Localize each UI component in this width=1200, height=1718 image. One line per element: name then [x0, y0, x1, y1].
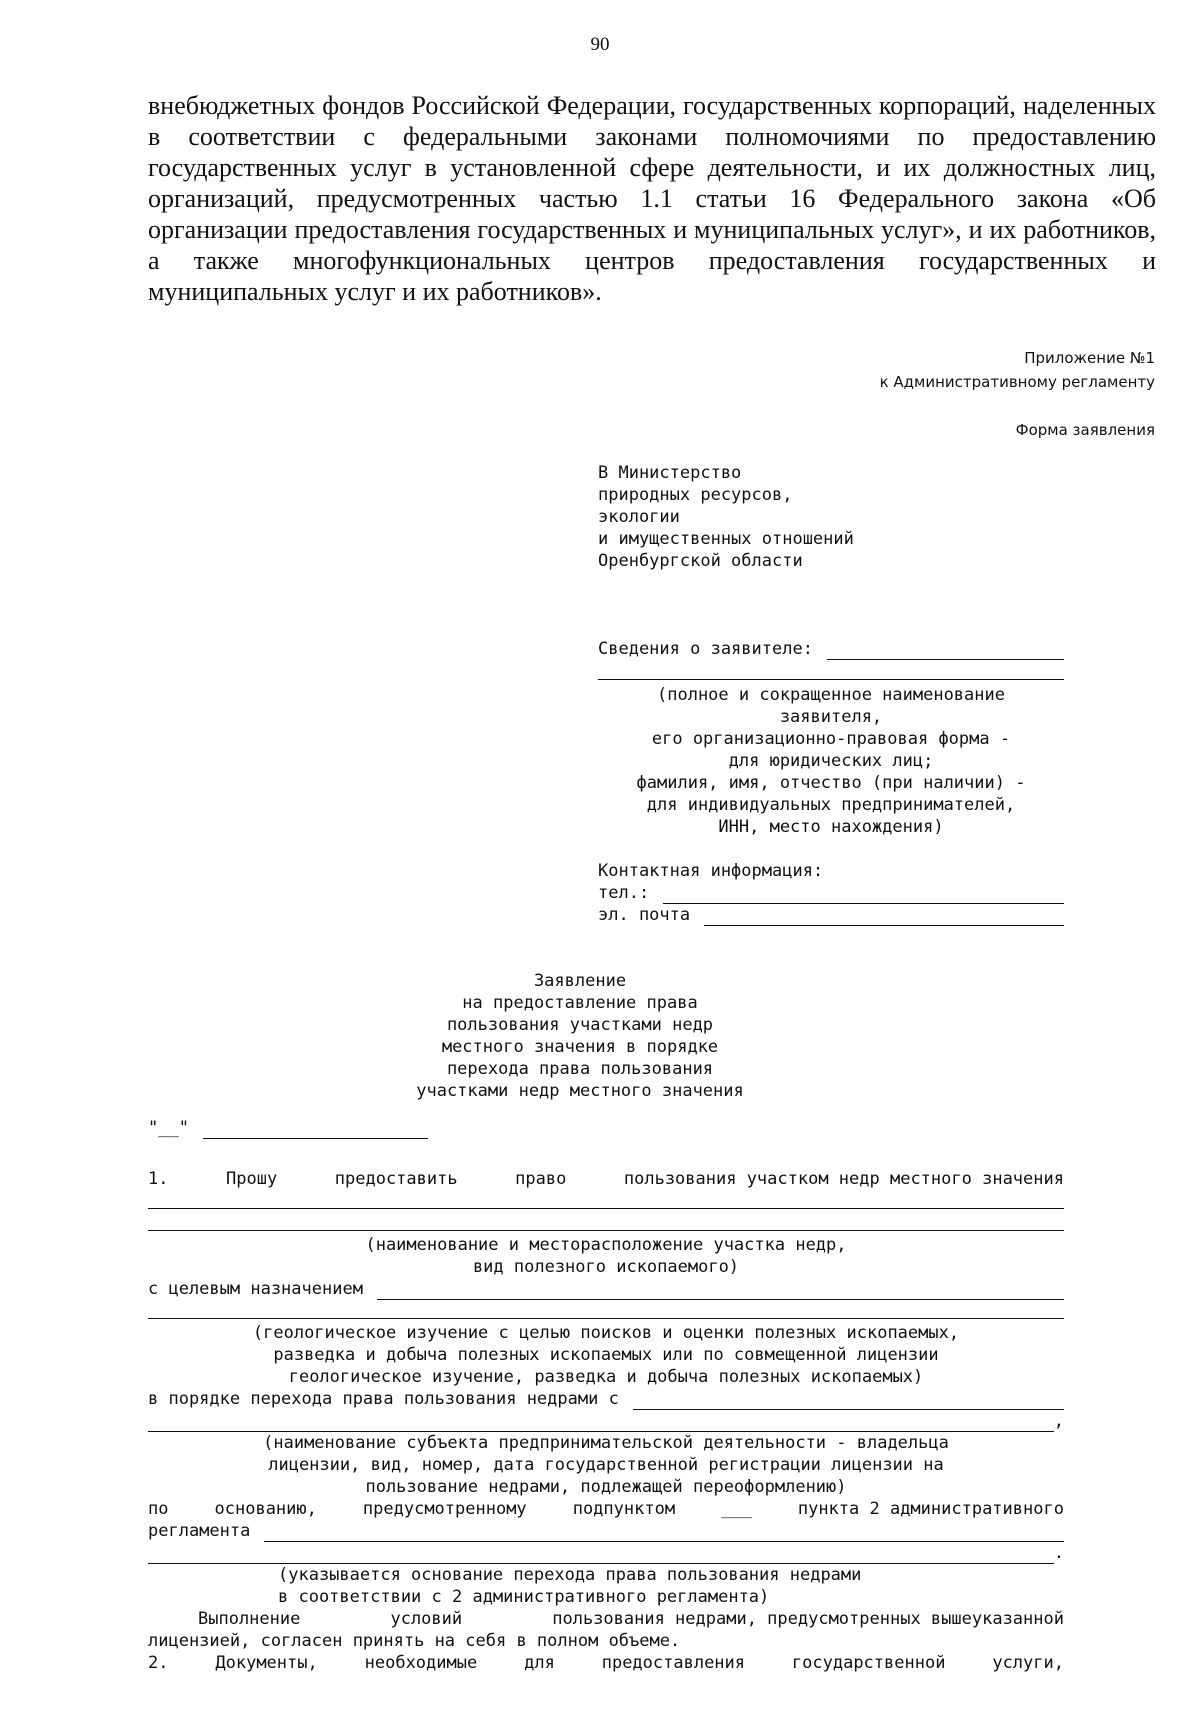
- page-number: 90: [590, 34, 610, 55]
- phone-field[interactable]: [663, 887, 1064, 904]
- date-field[interactable]: [203, 1122, 428, 1139]
- basis-word: по: [148, 1499, 169, 1519]
- transfer-field-line2[interactable]: [148, 1415, 1054, 1432]
- intro-paragraph: [148, 90, 1156, 307]
- basis-word: основанию,: [214, 1499, 317, 1519]
- transfer-hint: [148, 1432, 1064, 1498]
- item2-word: государственной: [791, 1653, 946, 1673]
- item1-word: Прошу: [226, 1169, 278, 1189]
- appendix-title: Приложение №1: [1024, 349, 1155, 367]
- conditions-word: условий: [390, 1609, 463, 1629]
- phone-label: тел.:: [598, 883, 650, 903]
- title-line: Заявление: [533, 971, 627, 991]
- item2-line: [148, 1652, 1064, 1674]
- item2-word: услуги,: [992, 1653, 1064, 1673]
- basis-word: подпунктом: [572, 1499, 676, 1519]
- item1-word: пользования участком недр местного значения: [623, 1169, 1064, 1189]
- item1-word: право: [515, 1169, 567, 1189]
- applicant-field[interactable]: [827, 643, 1064, 660]
- item2-word: Документы,: [215, 1653, 318, 1673]
- addressee-block: [598, 462, 854, 572]
- subparagraph-field[interactable]: ___: [721, 1499, 752, 1519]
- hint-line: геологическое изучение, разведка и добыча полезных ископаемых): [288, 1367, 924, 1387]
- purpose-hint: [148, 1322, 1064, 1388]
- reg-label: регламента: [148, 1521, 251, 1541]
- purpose-label: с целевым назначением: [148, 1279, 363, 1299]
- item1-line: [148, 1168, 1064, 1190]
- applicant-field-line2[interactable]: [598, 679, 1064, 680]
- conditions-row-2: [148, 1630, 680, 1652]
- hint-line: пользование недрами, подлежащей переоформлению): [365, 1477, 847, 1497]
- hint-line: (геологическое изучение с целью поисков и оценки полезных ископаемых,: [252, 1323, 960, 1343]
- form-label: Форма заявления: [1015, 421, 1155, 439]
- applicant-row: [598, 638, 1064, 660]
- title-line: на предоставление права: [462, 993, 698, 1013]
- conditions-word: пользования недрами, предусмотренных вышеуказанной: [552, 1609, 1064, 1629]
- hint-line: (наименование субъекта предпринимательской деятельности - владельца: [263, 1433, 949, 1453]
- reg-row: [148, 1520, 1064, 1542]
- hint-line: вид полезного ископаемого): [472, 1257, 740, 1277]
- title-line: пользования участками недр: [446, 1015, 714, 1035]
- subsoil-hint: [148, 1234, 1064, 1278]
- hint-line: фамилия, имя, отчество (при наличии) -: [636, 773, 1026, 793]
- purpose-row: [148, 1278, 1064, 1300]
- applicant-hint: [598, 684, 1064, 838]
- date-day: "__": [148, 1118, 189, 1138]
- contact-section: [598, 860, 1064, 926]
- item2-word: необходимые: [364, 1653, 478, 1673]
- purpose-field[interactable]: [377, 1283, 1064, 1300]
- addressee-line: экологии: [598, 507, 680, 527]
- email-field[interactable]: [704, 909, 1064, 926]
- email-row: [598, 904, 1064, 926]
- transfer-row: [148, 1388, 1064, 1410]
- item1-number: 1.: [148, 1169, 169, 1189]
- intro-paragraph-text: внебюджетных фондов Российской Федерации, государственных корпораций, наделенных в соответствии с федеральными законами полномочиями по предоставлению государственных услуг в установленной сфере деятельности, и их должностных лиц, организаций, предусмотренных частью 1.1 статьи 16 Федерального закона «Об организации предоставления государственных и муниципальных услуг», и их работников, а также многофункциональных центров предоставления государственных и муниципальных услуг и их работников».: [148, 91, 1156, 306]
- item2-word: предоставления: [601, 1653, 746, 1673]
- hint-line: разведка и добыча полезных ископаемых или по совмещенной лицензии: [273, 1345, 939, 1365]
- addressee-line: природных ресурсов,: [598, 485, 793, 505]
- hint-line: его организационно-правовая форма -: [651, 729, 1011, 749]
- appendix-subtitle: к Административному регламенту: [879, 373, 1155, 391]
- applicant-label: Сведения о заявителе:: [598, 639, 813, 659]
- basis-row: [148, 1498, 1064, 1520]
- subsoil-field-line2[interactable]: [148, 1230, 1064, 1231]
- reg-field[interactable]: [264, 1525, 1064, 1542]
- conditions-row: [198, 1608, 1064, 1630]
- transfer-row-2: [148, 1410, 1064, 1432]
- statement-title: [350, 970, 810, 1102]
- addressee-line: и имущественных отношений: [598, 529, 854, 549]
- basis-word: пункта 2 административного: [797, 1499, 1064, 1519]
- hint-line: (наименование и месторасположение участка недр,: [365, 1235, 847, 1255]
- title-line: местного значения в порядке: [441, 1037, 719, 1057]
- title-line: перехода права пользования: [446, 1059, 714, 1079]
- conditions-word: Выполнение: [198, 1609, 301, 1629]
- phone-row: [598, 882, 1064, 904]
- addressee-line: В Министерство: [598, 463, 742, 483]
- transfer-comma: ,: [1053, 1411, 1064, 1431]
- contact-label: Контактная информация:: [598, 861, 824, 881]
- hint-line: лицензии, вид, номер, дата государственной регистрации лицензии на: [268, 1455, 944, 1475]
- reg-field-line2[interactable]: [148, 1547, 1054, 1564]
- subsoil-field-line1[interactable]: [148, 1208, 1064, 1209]
- basis-word: предусмотренному: [362, 1499, 527, 1519]
- hint-line: (полное и сокращенное наименование: [657, 685, 1005, 705]
- purpose-field-line2[interactable]: [148, 1318, 1064, 1319]
- hint-line: в соответствии с 2 административного регламента): [278, 1587, 770, 1607]
- email-label: эл. почта: [598, 905, 691, 925]
- hint-line: заявителя,: [779, 707, 883, 727]
- hint-line: для юридических лиц;: [728, 751, 934, 771]
- hint-line: ИНН, место нахождения): [718, 817, 944, 837]
- transfer-field[interactable]: [633, 1393, 1064, 1410]
- hint-line: (указывается основание перехода права пользования недрами: [278, 1565, 862, 1585]
- reg-row-2: [148, 1542, 1064, 1564]
- addressee-line: Оренбургской области: [598, 551, 803, 571]
- item1-word: предоставить: [334, 1169, 458, 1189]
- item2-number: 2.: [148, 1653, 169, 1673]
- date-row: [148, 1117, 428, 1139]
- title-line: участками недр местного значения: [416, 1081, 744, 1101]
- item2-word: для: [524, 1653, 555, 1673]
- basis-hint: [278, 1564, 861, 1608]
- conditions-text: лицензией, согласен принять на себя в полном объеме.: [148, 1631, 681, 1651]
- applicant-section: [598, 638, 1064, 660]
- reg-period: .: [1053, 1543, 1064, 1563]
- transfer-label: в порядке перехода права пользования недрами с: [148, 1389, 619, 1409]
- hint-line: для индивидуальных предпринимателей,: [646, 795, 1016, 815]
